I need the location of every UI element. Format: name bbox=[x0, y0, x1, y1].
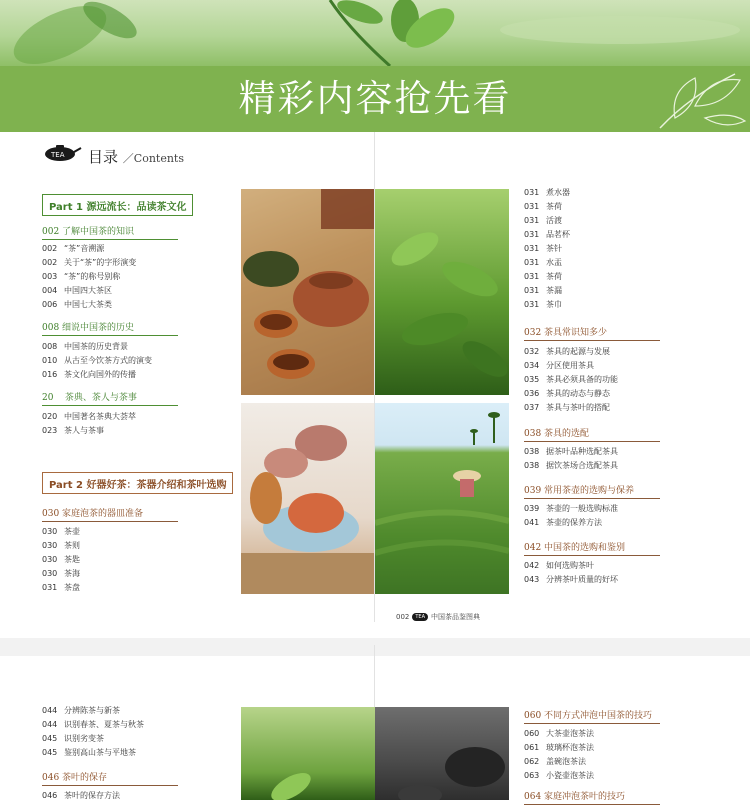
section-items bbox=[42, 704, 144, 760]
page-title: 精彩内容抢先看 bbox=[238, 77, 512, 120]
toc-item[interactable]: 030 茶匙 bbox=[42, 555, 80, 564]
spine-divider bbox=[374, 132, 375, 622]
toc-item[interactable]: 035 茶具必须具备的功能 bbox=[524, 375, 618, 384]
section-heading: 060 不同方式冲泡中国茶的技巧 bbox=[524, 708, 660, 724]
toc-item[interactable]: 062 盖碗泡茶法 bbox=[524, 757, 586, 766]
section-items bbox=[524, 502, 618, 530]
toc-item[interactable]: 002 关于“茶”的字形演变 bbox=[42, 258, 137, 267]
part2-label: Part 2 好器好茶：茶器介绍和茶叶选购 bbox=[42, 472, 233, 494]
toc-item[interactable]: 060 大茶壶泡茶法 bbox=[524, 729, 594, 738]
toc-item[interactable]: 006 中国七大茶类 bbox=[42, 300, 112, 309]
toc-item[interactable]: 003 “茶”的称号别称 bbox=[42, 272, 121, 281]
toc-item[interactable]: 031 茶盘 bbox=[42, 583, 80, 592]
toc-item[interactable]: 037 茶具与茶叶的搭配 bbox=[524, 403, 610, 412]
toc-item[interactable]: 031 水盂 bbox=[524, 258, 562, 267]
section-heading: 030 家庭泡茶的器皿准备 bbox=[42, 506, 178, 522]
book-title: 中国茶品鉴图典 bbox=[431, 613, 481, 621]
toc-item[interactable]: 010 从古至今饮茶方式的演变 bbox=[42, 356, 152, 365]
toc-item[interactable]: 031 茶针 bbox=[524, 244, 562, 253]
section-heading: 032 茶具常识知多少 bbox=[524, 325, 660, 341]
toc-item[interactable]: 041 茶壶的保养方法 bbox=[524, 518, 602, 527]
toc-item[interactable]: 044 分辨陈茶与新茶 bbox=[42, 706, 120, 715]
top-items bbox=[524, 186, 570, 312]
toc-item[interactable]: 046 茶叶的保存方法 bbox=[42, 791, 120, 800]
section-items bbox=[42, 242, 136, 312]
toc-item[interactable]: 042 如何选购茶叶 bbox=[524, 561, 594, 570]
tea-plantation-photo bbox=[375, 403, 509, 594]
toc-item[interactable]: 020 中国著名茶典大荟萃 bbox=[42, 412, 136, 421]
toc-item[interactable]: 036 茶具的动态与静态 bbox=[524, 389, 610, 398]
toc-item[interactable]: 063 小瓷壶泡茶法 bbox=[524, 771, 594, 780]
toc-item[interactable]: 061 玻璃杯泡茶法 bbox=[524, 743, 594, 752]
section-heading: 008 细说中国茶的历史 bbox=[42, 320, 178, 336]
section-items bbox=[524, 727, 594, 783]
tea-leaves-illustration bbox=[0, 0, 750, 66]
toc-item[interactable]: 038 据茶叶品种选配茶具 bbox=[524, 447, 618, 456]
toc-item[interactable]: 044 识别春茶、夏茶与秋茶 bbox=[42, 720, 144, 729]
tea-plant-photo bbox=[375, 189, 509, 395]
tea-set-photo bbox=[241, 403, 375, 594]
section-heading: 039 常用茶壶的选购与保养 bbox=[524, 483, 660, 499]
toc-item[interactable]: 039 茶壶的一般选购标准 bbox=[524, 504, 618, 513]
section-heading: 038 茶具的选配 bbox=[524, 426, 660, 442]
section-heading: 042 中国茶的选购和鉴别 bbox=[524, 540, 660, 556]
toc-item[interactable]: 031 茶巾 bbox=[524, 300, 562, 309]
svg-text:TEA: TEA bbox=[51, 151, 65, 159]
page-number: 002 bbox=[396, 613, 410, 621]
section-items bbox=[524, 445, 618, 473]
page-footer bbox=[396, 612, 480, 622]
teapot-photo bbox=[241, 189, 375, 395]
toc-item[interactable]: 031 品茗杯 bbox=[524, 230, 570, 239]
section-items bbox=[524, 345, 618, 415]
teapot-icon bbox=[42, 144, 82, 162]
toc-item[interactable]: 030 茶则 bbox=[42, 541, 80, 550]
toc-item[interactable]: 032 茶具的起源与发展 bbox=[524, 347, 610, 356]
toc-item[interactable]: 031 茶漏 bbox=[524, 286, 562, 295]
section-items bbox=[42, 525, 80, 595]
toc-heading-cn: 目录 bbox=[88, 148, 119, 166]
section-heading: 064 家庭冲泡茶叶的技巧 bbox=[524, 789, 660, 805]
toc-item[interactable]: 034 分区使用茶具 bbox=[524, 361, 594, 370]
toc-item[interactable]: 031 茶荷 bbox=[524, 272, 562, 281]
dark-teapot-photo bbox=[375, 707, 509, 800]
section-heading: 20 茶典、茶人与茶事 bbox=[42, 390, 178, 406]
tea-badge bbox=[42, 144, 82, 166]
toc-item[interactable]: 016 茶文化向国外的传播 bbox=[42, 370, 136, 379]
toc-item[interactable]: 023 茶人与茶事 bbox=[42, 426, 104, 435]
toc-item[interactable]: 031 活渡 bbox=[524, 216, 562, 225]
tea-leaf-photo bbox=[241, 707, 375, 800]
section-items bbox=[524, 559, 618, 587]
section-heading: 046 茶叶的保存 bbox=[42, 770, 178, 786]
toc-item[interactable]: 004 中国四大茶区 bbox=[42, 286, 112, 295]
toc-item[interactable]: 031 茶荷 bbox=[524, 202, 562, 211]
toc-item[interactable]: 038 据饮茶场合选配茶具 bbox=[524, 461, 618, 470]
toc-item[interactable]: 008 中国茶的历史背景 bbox=[42, 342, 128, 351]
header-photo bbox=[0, 0, 750, 66]
toc-item[interactable]: 030 茶壶 bbox=[42, 527, 80, 536]
section-items bbox=[42, 410, 136, 438]
toc-item[interactable]: 045 识别劣变茶 bbox=[42, 734, 104, 743]
toc-item[interactable]: 043 分辨茶叶质量的好坏 bbox=[524, 575, 618, 584]
toc-item[interactable]: 045 鉴别高山茶与平地茶 bbox=[42, 748, 136, 757]
toc-heading bbox=[88, 146, 184, 167]
footer-badge: TEA bbox=[412, 613, 428, 621]
toc-item[interactable]: 031 煮水器 bbox=[524, 188, 570, 197]
section-items bbox=[42, 340, 152, 382]
toc-item[interactable]: 030 茶海 bbox=[42, 569, 80, 578]
toc-item[interactable]: 002 “茶”音溯源 bbox=[42, 244, 105, 253]
part1-label: Part 1 源远流长：品读茶文化 bbox=[42, 194, 193, 216]
toc-heading-en: ／Contents bbox=[122, 152, 185, 165]
section-heading: 002 了解中国茶的知识 bbox=[42, 224, 178, 240]
